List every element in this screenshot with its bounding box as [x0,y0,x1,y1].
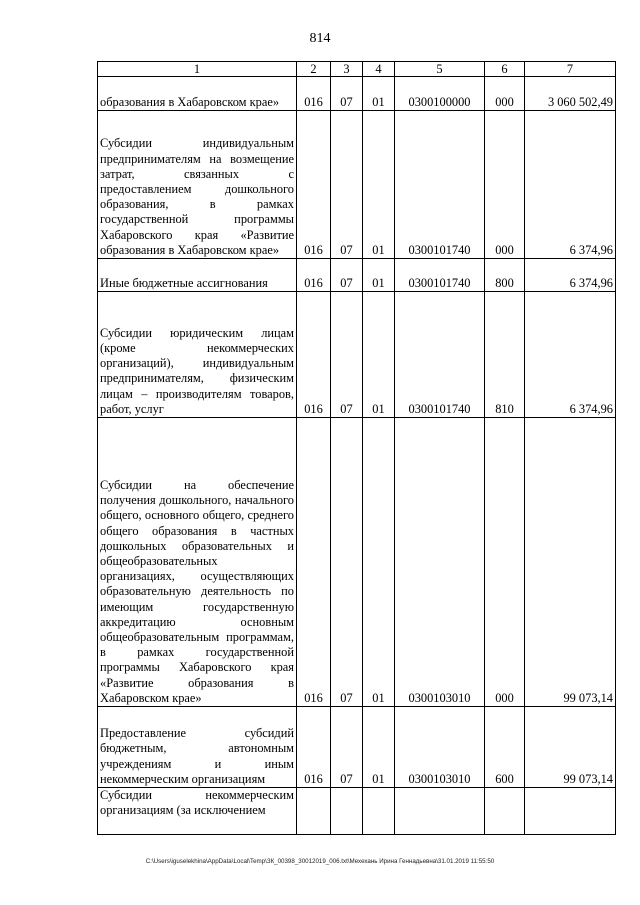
cell-target-article: 0300100000 [395,77,485,111]
cell-expense-type: 000 [485,77,525,111]
row-description: Субсидии некоммерческим организациям (за исключением [98,788,297,835]
cell-ministry-code: 016 [297,259,331,292]
cell-amount: 6 374,96 [525,111,616,259]
cell-target-article: 0300101740 [395,111,485,259]
table-row [98,707,616,788]
cell-section: 07 [331,292,363,418]
cell-subsection: 01 [363,418,395,707]
cell-ministry-code: 016 [297,707,331,788]
cell-section: 07 [331,259,363,292]
row-description: Субсидии юридическим лицам (кроме некоммерческих организаций), индивидуальным предпринимателям, физическим лицам – производителям товаров, работ, услуг [98,292,297,418]
cell-subsection: 01 [363,259,395,292]
cell-expense-type: 600 [485,707,525,788]
table-header-row [98,62,616,77]
column-header: 2 [297,62,331,77]
table-row [98,788,616,835]
cell-section: 07 [331,707,363,788]
row-description: образования в Хабаровском крае» [98,77,297,111]
cell-ministry-code: 016 [297,292,331,418]
column-header: 6 [485,62,525,77]
cell-ministry-code: 016 [297,77,331,111]
cell-target-article [395,788,485,835]
cell-section: 07 [331,77,363,111]
row-description: Иные бюджетные ассигнования [98,259,297,292]
cell-section: 07 [331,111,363,259]
cell-ministry-code: 016 [297,418,331,707]
cell-target-article: 0300103010 [395,707,485,788]
cell-subsection: 01 [363,292,395,418]
cell-subsection: 01 [363,77,395,111]
table-row [98,292,616,418]
column-header: 4 [363,62,395,77]
row-description: Субсидии индивидуальным предпринимателям на возмещение затрат, связанных с предоставлением дошкольного образования, в рамках государственной программы Хабаровского края «Развитие образования в Хабаровском крае» [98,111,297,259]
column-header: 7 [525,62,616,77]
table-row [98,418,616,707]
cell-subsection: 01 [363,111,395,259]
table-row [98,77,616,111]
cell-subsection: 01 [363,707,395,788]
cell-section: 07 [331,418,363,707]
cell-amount: 6 374,96 [525,259,616,292]
cell-expense-type: 000 [485,418,525,707]
row-description: Предоставление субсидий бюджетным, автономным учреждениям и иным некоммерческим организациям [98,707,297,788]
cell-amount: 99 073,14 [525,707,616,788]
file-path-footer: C:\Users\iguselekhina\AppData\Local\Temp\ЗК_00398_30012019_006.txt\Мехехань Ирина Геннадьевна\31.01.2019 11:55:50 [145,858,495,865]
cell-target-article: 0300101740 [395,259,485,292]
column-header: 3 [331,62,363,77]
table-row [98,259,616,292]
cell-subsection [363,788,395,835]
cell-expense-type: 810 [485,292,525,418]
page-number: 814 [309,31,331,46]
budget-table [97,61,616,835]
cell-ministry-code: 016 [297,111,331,259]
column-header: 5 [395,62,485,77]
cell-amount [525,788,616,835]
cell-expense-type: 000 [485,111,525,259]
cell-expense-type: 800 [485,259,525,292]
cell-expense-type [485,788,525,835]
cell-ministry-code [297,788,331,835]
table-row [98,111,616,259]
cell-amount: 3 060 502,49 [525,77,616,111]
cell-amount: 99 073,14 [525,418,616,707]
cell-target-article: 0300103010 [395,418,485,707]
column-header: 1 [98,62,297,77]
cell-section [331,788,363,835]
row-description: Субсидии на обеспечение получения дошкольного, начального общего, основного общего, среднего общего образования в частных дошкольных образовательных и общеобразовательных организациях, осуществляющих образовательную деятельность по имеющим государственную аккредитацию основным общеобразовательным программам, в рамках государственной программы Хабаровского края «Развитие образования в Хабаровском крае» [98,418,297,707]
cell-amount: 6 374,96 [525,292,616,418]
cell-target-article: 0300101740 [395,292,485,418]
